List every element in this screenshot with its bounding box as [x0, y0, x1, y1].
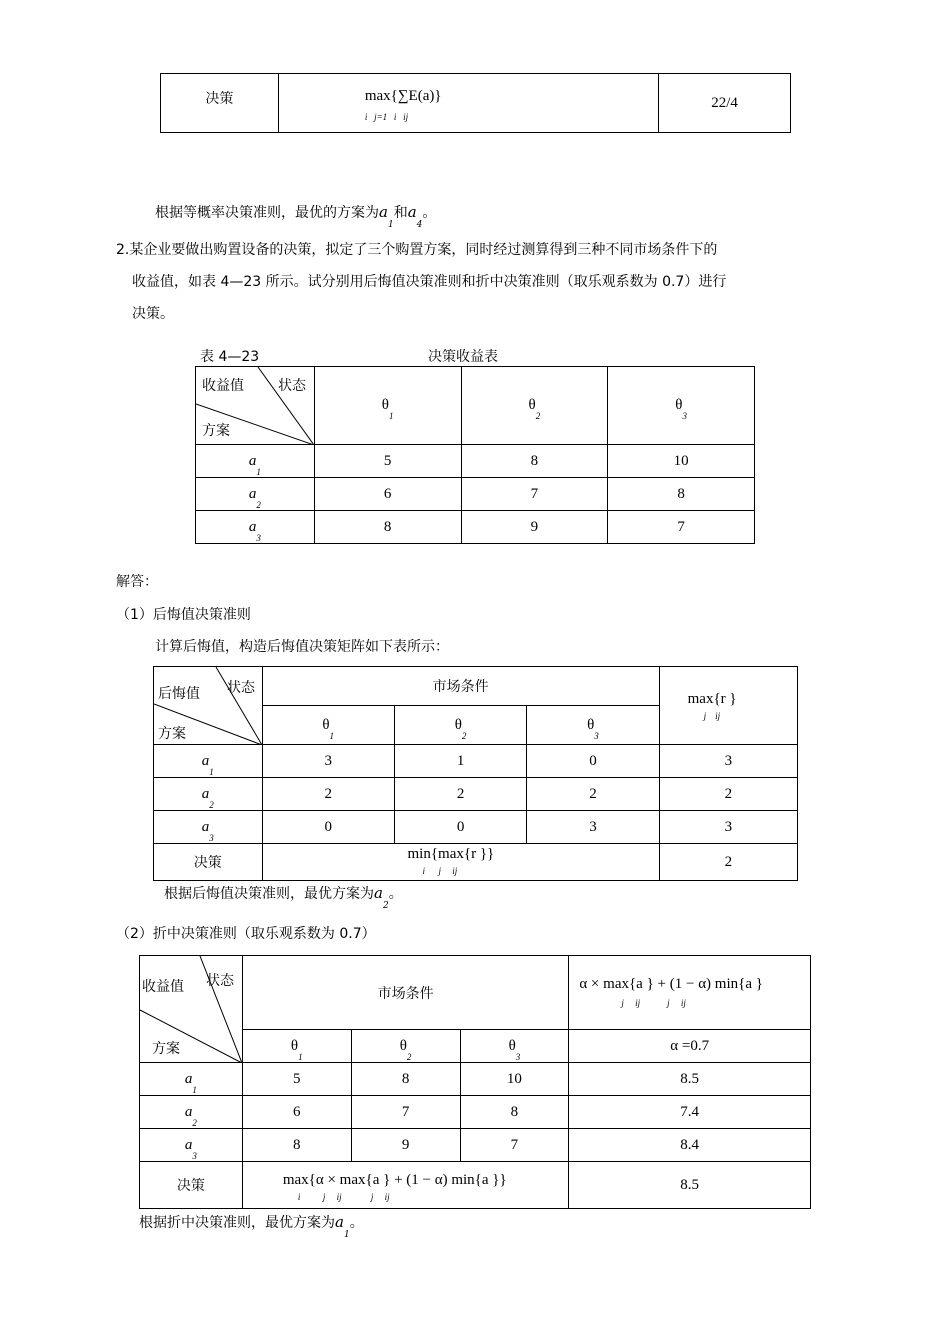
top-decision-formula-subs: i j=1 i ij: [364, 112, 409, 122]
cell: 10: [608, 445, 755, 478]
part2-title: （2）折中决策准则（取乐观系数为 0.7）: [116, 926, 376, 942]
row-label: [140, 1129, 243, 1162]
theta-sub: 1: [298, 1051, 303, 1062]
table-row: [140, 1063, 811, 1096]
sub-index: 2: [256, 499, 261, 510]
cell: 8: [461, 445, 608, 478]
cell: 7: [608, 511, 755, 544]
table-row: [140, 1096, 811, 1129]
table3-market-header: 市场条件: [242, 956, 568, 1030]
period: 。: [349, 1215, 364, 1231]
top-decision-formula: max{∑E(a)}: [364, 88, 442, 104]
var-a: a: [335, 1213, 344, 1231]
row-label: [154, 745, 263, 778]
corner-top-left: 收益值: [142, 979, 184, 995]
cell: 7: [351, 1096, 460, 1129]
var-a: a: [184, 1136, 193, 1153]
cell: 7: [461, 478, 608, 511]
max-hurwicz-formula: max{α × max{a } + (1 − α) min{a }}: [282, 1172, 507, 1188]
question-2-line-2: 收益值，如表 4—23 所示。试分别用后悔值决策准则和折中决策准则（取乐观系数为 0.7）进行: [132, 274, 727, 290]
sub-index: 2: [209, 799, 214, 810]
cell: 8: [242, 1129, 351, 1162]
paragraph-equal-probability: [155, 202, 437, 230]
theta-sub: 2: [461, 730, 467, 741]
conj-text: 和: [393, 205, 408, 221]
conclusion-text: 根据后悔值决策准则，最优方案为: [164, 886, 374, 902]
cell: 8: [351, 1063, 460, 1096]
table3-theta-2: [351, 1030, 460, 1063]
table2-market-header: 市场条件: [262, 667, 659, 706]
cell: 8: [460, 1096, 569, 1129]
table2-theta-2: [394, 706, 526, 745]
cell: 9: [351, 1129, 460, 1162]
cell: 1: [394, 745, 526, 778]
cell: 8: [608, 478, 755, 511]
decision-value: 2: [659, 844, 797, 881]
part2-conclusion: [139, 1212, 364, 1240]
row-label: [196, 511, 315, 544]
period: 。: [422, 205, 437, 221]
answer-heading: 解答：: [116, 574, 158, 590]
formula-text: max{r }: [687, 691, 737, 707]
table-row: [196, 445, 755, 478]
theta-sub: 1: [388, 411, 394, 421]
min-max-formula: min{max{r }}: [407, 846, 495, 862]
theta-symbol: θ: [454, 716, 462, 733]
decision-row: [154, 844, 798, 881]
theta-symbol: θ: [381, 397, 389, 413]
sub-index: 1: [192, 1084, 197, 1095]
corner-top-left: 收益值: [202, 378, 244, 394]
decision-label: 决策: [154, 844, 263, 881]
table3-theta-3: [460, 1030, 569, 1063]
period: 。: [388, 886, 403, 902]
sub-index: 3: [209, 832, 214, 843]
decision-value: 8.5: [569, 1162, 811, 1209]
var-a: a: [201, 752, 210, 769]
cell: 0: [262, 811, 394, 844]
top-decision-table: [160, 73, 791, 133]
sub-index: 1: [256, 466, 261, 477]
alpha-value: α =0.7: [569, 1030, 811, 1063]
cell: 10: [460, 1063, 569, 1096]
table2-theta-3: [527, 706, 659, 745]
decision-formula-cell: [242, 1162, 568, 1209]
table-row: [154, 745, 798, 778]
theta-symbol: θ: [675, 397, 683, 413]
paragraph-text: 根据等概率决策准则，最优的方案为: [155, 205, 379, 221]
top-decision-label: 决策: [161, 74, 279, 133]
sub-index: 2: [382, 901, 389, 911]
table1-caption-title: 决策收益表: [428, 349, 498, 365]
sub-index: 1: [387, 220, 394, 230]
sub-index: 4: [416, 220, 423, 230]
corner-top-right: 状态: [227, 680, 255, 696]
theta-symbol: θ: [322, 716, 330, 733]
row-label: [196, 478, 315, 511]
var-a: a: [184, 1103, 193, 1120]
row-label: [140, 1096, 243, 1129]
cell: 0: [394, 811, 526, 844]
var-a: a: [379, 203, 388, 221]
part1-conclusion: [164, 883, 403, 911]
corner-bottom-left: 方案: [202, 423, 230, 439]
theta-symbol: θ: [399, 1037, 407, 1054]
compromise-table: [139, 955, 811, 1209]
cell: 2: [659, 778, 797, 811]
row-label: [154, 778, 263, 811]
theta-symbol: θ: [508, 1037, 516, 1054]
part1-intro: 计算后悔值，构造后悔值决策矩阵如下表所示：: [155, 639, 449, 655]
sub-index: 3: [256, 532, 261, 543]
cell: 5: [314, 445, 461, 478]
table3-formula-header: [569, 956, 811, 1030]
decision-formula-cell: [262, 844, 659, 881]
top-decision-value: 22/4: [659, 74, 791, 133]
var-a: a: [184, 1070, 193, 1087]
payoff-table: [195, 366, 755, 544]
table1-theta-2: [461, 367, 608, 445]
sub-index: 1: [343, 1230, 350, 1240]
max-hurwicz-subs: i j ij j ij: [297, 1192, 390, 1202]
var-a: a: [374, 884, 383, 902]
var-a: a: [248, 452, 257, 469]
table-row: [154, 811, 798, 844]
row-label: [196, 445, 315, 478]
corner-bottom-left: 方案: [158, 726, 186, 742]
sub-index: 1: [209, 766, 214, 777]
var-a: a: [407, 203, 417, 221]
cell: 3: [659, 745, 797, 778]
corner-top-left: 后悔值: [158, 686, 200, 702]
cell: 7.4: [569, 1096, 811, 1129]
question-2-line-1: 2.某企业要做出购置设备的决策，拟定了三个购置方案，同时经过测算得到三种不同市场条件下的: [116, 242, 718, 258]
var-a: a: [201, 785, 210, 802]
part1-title: （1）后悔值决策准则: [116, 607, 251, 623]
table2-theta-1: [262, 706, 394, 745]
cell: 3: [262, 745, 394, 778]
min-max-subs: i j ij: [422, 866, 458, 876]
conclusion-text: 根据折中决策准则，最优方案为: [139, 1215, 335, 1231]
hurwicz-formula: α × max{a } + (1 − α) min{a }: [579, 976, 763, 992]
theta-sub: 2: [535, 411, 541, 421]
cell: 6: [242, 1096, 351, 1129]
var-a: a: [201, 818, 210, 835]
table3-corner-cell: [140, 956, 243, 1063]
cell: 0: [527, 745, 659, 778]
theta-sub: 3: [682, 411, 687, 421]
table3-theta-1: [242, 1030, 351, 1063]
theta-sub: 1: [329, 730, 335, 741]
cell: 3: [659, 811, 797, 844]
cell: 2: [262, 778, 394, 811]
cell: 2: [394, 778, 526, 811]
sub-index: 2: [192, 1117, 197, 1128]
table1-corner-cell: [196, 367, 315, 445]
question-2-line-3: 决策。: [132, 306, 174, 322]
row-label: [140, 1063, 243, 1096]
corner-top-right: 状态: [278, 378, 306, 394]
max-r-subs: j ij: [703, 711, 721, 721]
decision-label: 决策: [140, 1162, 243, 1209]
table2-max-regret-header: [659, 667, 797, 745]
cell: 8.4: [569, 1129, 811, 1162]
table-row: [154, 778, 798, 811]
sub-index: 3: [192, 1150, 197, 1161]
table-row: [140, 1129, 811, 1162]
var-a: a: [248, 485, 257, 502]
theta-sub: 2: [406, 1051, 412, 1062]
theta-sub: 3: [515, 1051, 521, 1062]
row-label: [154, 811, 263, 844]
table-row: [196, 478, 755, 511]
table1-theta-1: [314, 367, 461, 445]
max-r-formula: [688, 691, 737, 708]
hurwicz-subs: j ij j ij: [621, 998, 686, 1008]
theta-symbol: θ: [290, 1037, 299, 1054]
cell: 5: [242, 1063, 351, 1096]
theta-sub: 3: [594, 730, 599, 741]
table1-theta-3: [608, 367, 755, 445]
cell: 9: [461, 511, 608, 544]
cell: 8: [314, 511, 461, 544]
cell: 6: [314, 478, 461, 511]
regret-table: [153, 666, 798, 881]
corner-top-right: 状态: [206, 973, 234, 989]
theta-symbol: θ: [587, 716, 595, 733]
table2-corner-cell: [154, 667, 263, 745]
top-decision-formula-cell: [278, 74, 658, 133]
var-a: a: [248, 518, 257, 535]
table1-caption-number: 表 4—23: [200, 349, 260, 365]
cell: 2: [527, 778, 659, 811]
theta-symbol: θ: [528, 397, 536, 413]
decision-row: [140, 1162, 811, 1209]
cell: 7: [460, 1129, 569, 1162]
corner-bottom-left: 方案: [152, 1041, 180, 1057]
table-row: [196, 511, 755, 544]
cell: 8.5: [569, 1063, 811, 1096]
cell: 3: [527, 811, 659, 844]
